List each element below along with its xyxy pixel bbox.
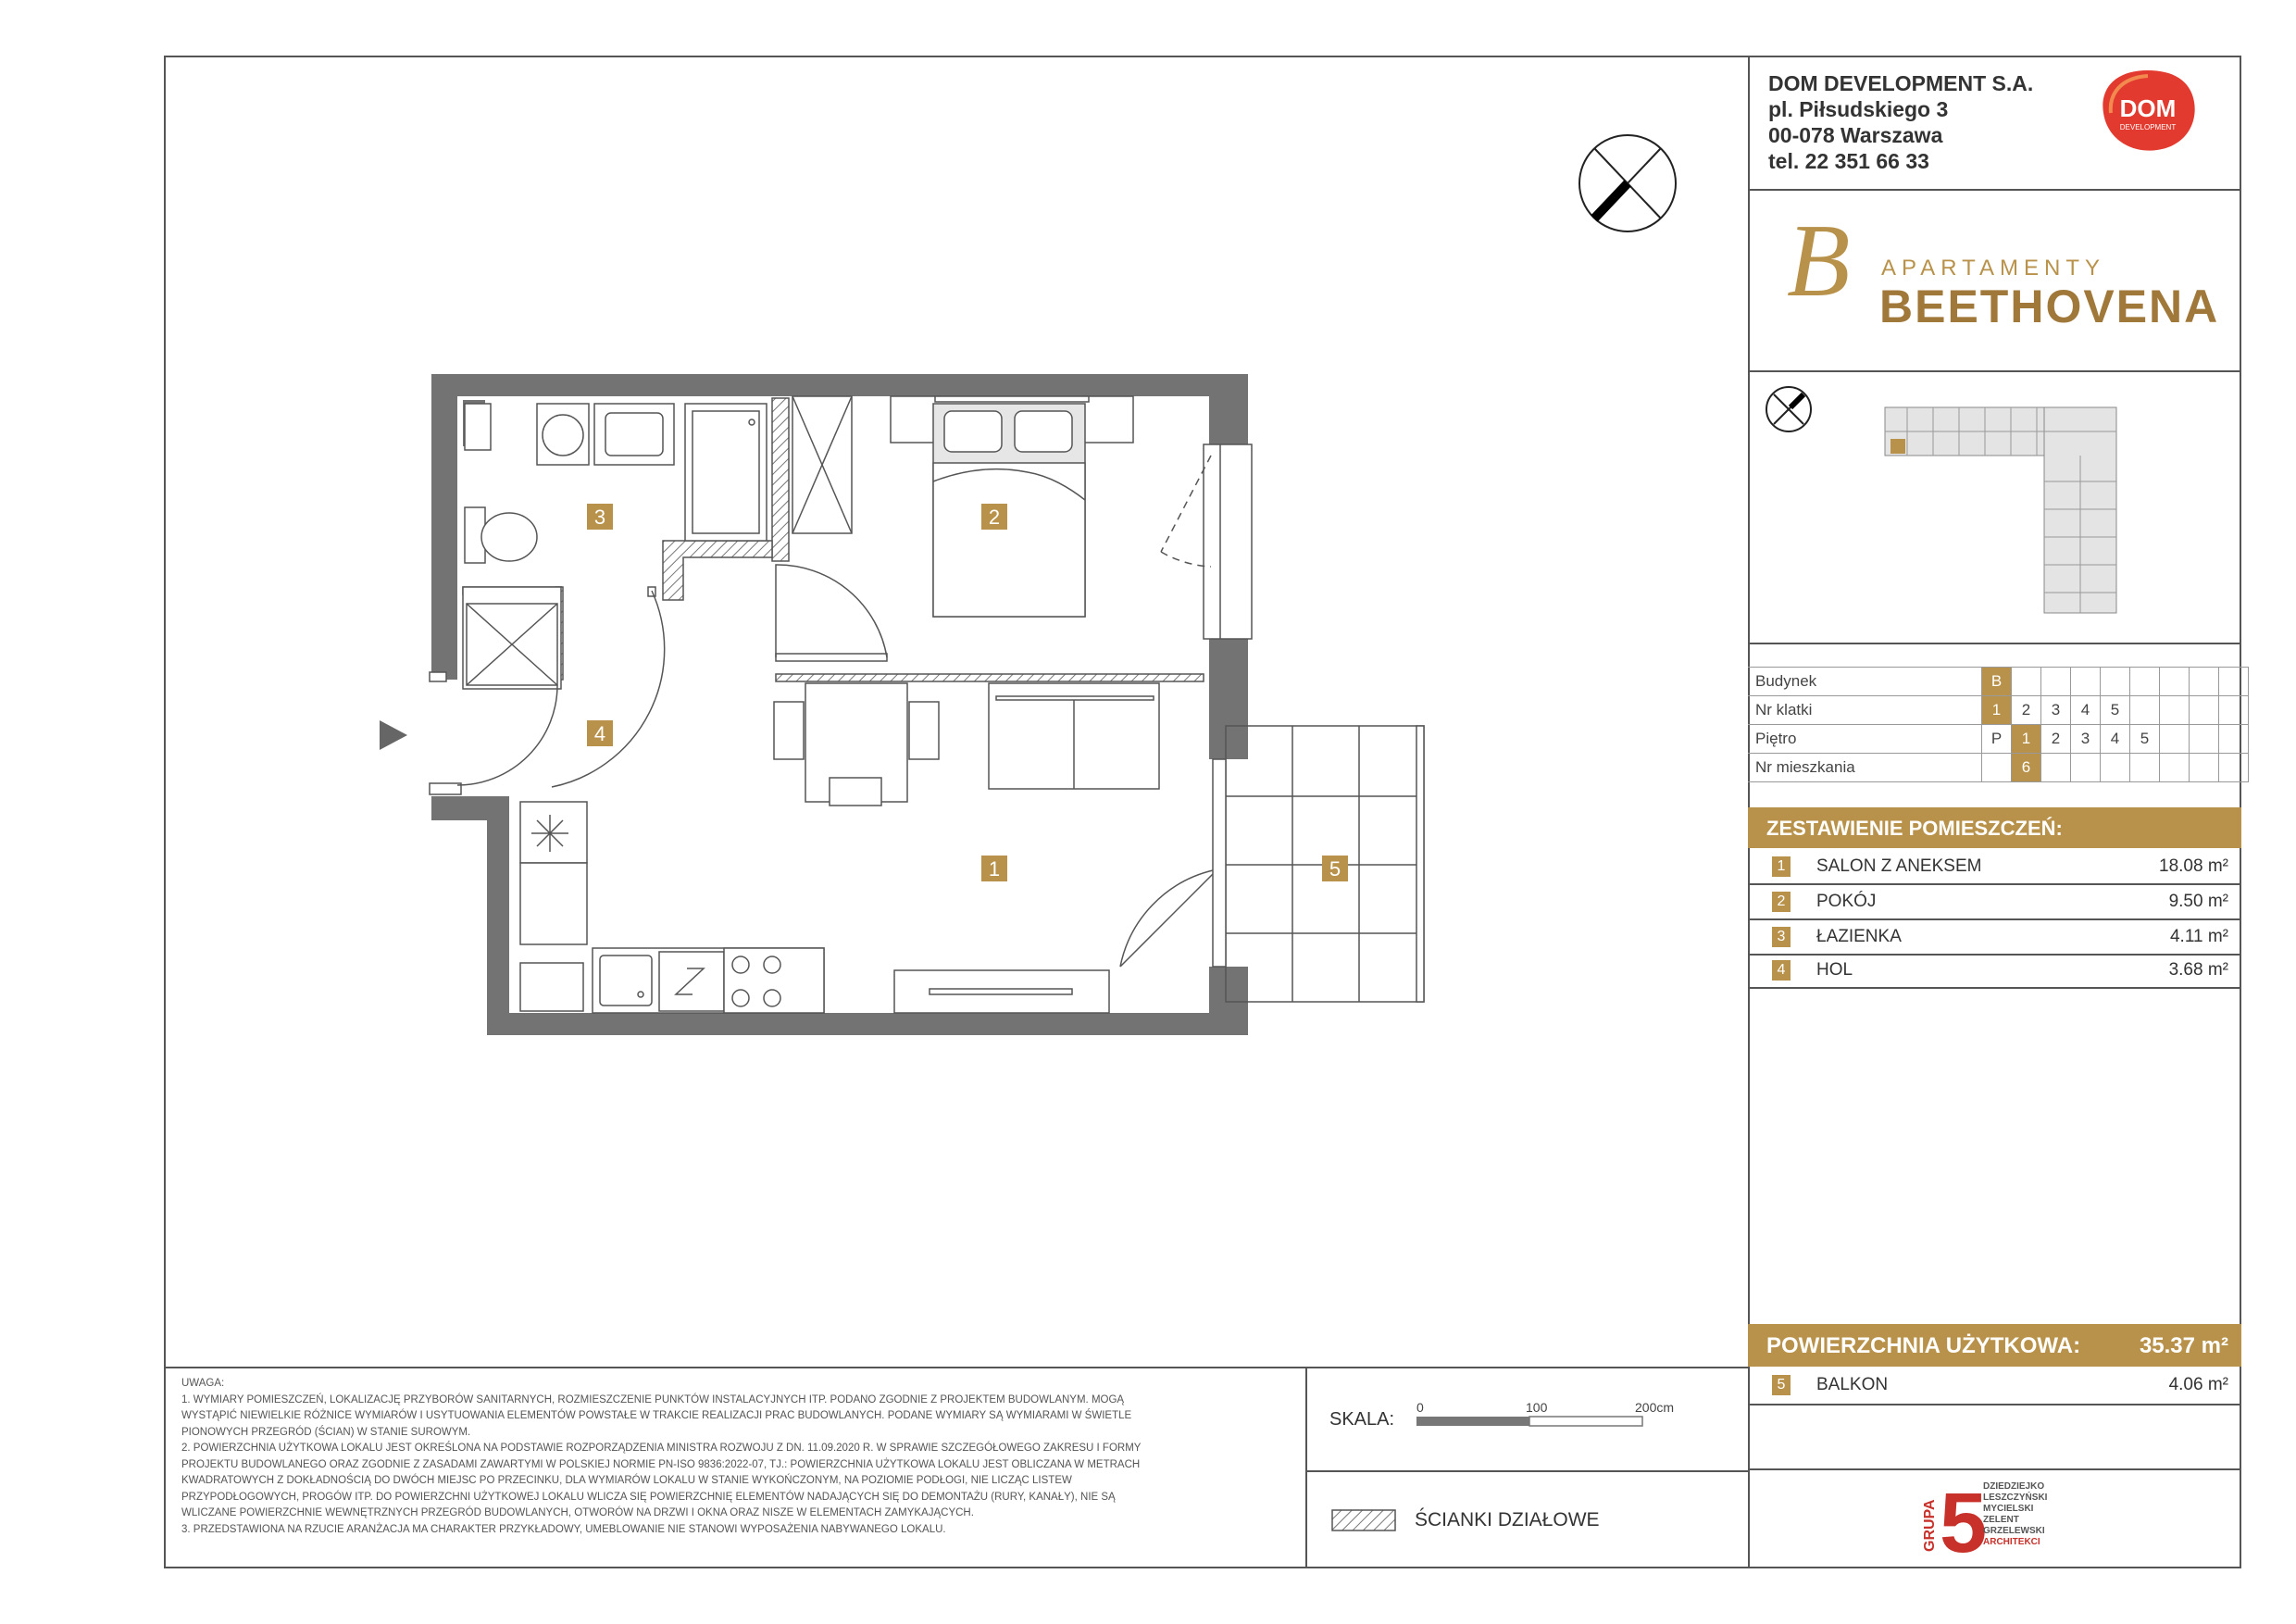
architect-line: ZELENT — [1983, 1515, 2019, 1525]
architect-line: GRZELEWSKI — [1983, 1526, 2045, 1536]
info-cell: 2 — [2041, 725, 2071, 754]
info-cell — [2071, 668, 2101, 696]
note-line: PRZYPODŁOGOWYCH, PROGÓW ITP. DO POWIERZCHNI UŻYTKOWEJ LOKALU WLICZA SIĘ POWIERZCHNIĘ ELEMENTÓW NADAJĄCYCH SIĘ DO DEMONTAŻU (RURY, KANAŁY), NIE SĄ — [181, 1491, 1116, 1503]
note-line: WLICZANE POWIERZCHNIE WEWNĘTRZNYCH PRZEGRÓD BUDOWLANYCH, OTWORÓW NA DRZWI I OKNA ORAZ NISZE W ELEMENTACH ZAMYKAJĄCYCH. — [181, 1507, 974, 1518]
room-name: POKÓJ — [1816, 892, 1877, 911]
svg-text:DOM: DOM — [2119, 94, 2177, 122]
info-cell — [2101, 668, 2130, 696]
room-row — [1748, 920, 2241, 956]
mini-north-arrow-icon — [1763, 383, 1818, 439]
svg-text:GRUPA: GRUPA — [1922, 1499, 1938, 1552]
divider — [1748, 643, 2241, 644]
info-cell: 4 — [2071, 696, 2101, 725]
info-cell — [2130, 754, 2160, 782]
room-num: 3 — [1772, 927, 1791, 947]
balcony-row — [1748, 1368, 2241, 1405]
room-area: 4.06 m² — [2168, 1375, 2228, 1394]
room-label-4 — [587, 720, 613, 746]
svg-text:3: 3 — [593, 506, 606, 529]
info-cell — [2160, 725, 2190, 754]
north-arrow-icon — [1579, 135, 1676, 231]
svg-text:2: 2 — [988, 506, 1001, 529]
room-name: BALKON — [1816, 1375, 1889, 1394]
info-cell — [2190, 725, 2219, 754]
info-row — [1748, 696, 2249, 725]
company-address1: pl. Piłsudskiego 3 — [1768, 97, 1949, 121]
info-cell — [2190, 696, 2219, 725]
info-row-label: Nr mieszkania — [1748, 754, 1982, 782]
info-row — [1748, 754, 2249, 782]
info-cell — [2219, 754, 2249, 782]
room-area: 9.50 m² — [2168, 892, 2228, 911]
info-row-label: Nr klatki — [1748, 696, 1982, 725]
info-cell — [2219, 668, 2249, 696]
info-cell — [2190, 754, 2219, 782]
info-row-label: Piętro — [1748, 725, 1982, 754]
partition-legend-swatch — [1331, 1509, 1398, 1533]
wardrobe — [792, 396, 852, 533]
grupa5-logo — [1921, 1476, 1988, 1570]
divider — [1748, 370, 2241, 372]
svg-text:5: 5 — [1329, 857, 1341, 881]
notes — [181, 1376, 1292, 1538]
divider — [1748, 1468, 2241, 1470]
architect-names — [1983, 1481, 2047, 1548]
company-info — [1768, 70, 2033, 174]
info-cell: 3 — [2041, 696, 2071, 725]
kitchen — [520, 802, 1109, 1013]
total-area-label: POWIERZCHNIA UŻYTKOWA: — [1766, 1333, 2081, 1358]
room-num: 1 — [1772, 856, 1791, 877]
info-row — [1748, 725, 2249, 754]
divider — [164, 1367, 1749, 1368]
info-cell — [2101, 754, 2130, 782]
info-cell: 1 — [1982, 696, 2012, 725]
info-cell: 5 — [2101, 696, 2130, 725]
rooms-header-text: ZESTAWIENIE POMIESZCZEŃ: — [1766, 817, 2063, 840]
note-line: 3. PRZEDSTAWIONA NA RZUCIE ARANŻACJA MA CHARAKTER PRZYKŁADOWY, UMEBLOWANIE NIE STANOWI WYPOSAŻENIA NABYWANEGO LOKALU. — [181, 1523, 946, 1535]
room-row — [1748, 885, 2241, 920]
room-area: 3.68 m² — [2168, 960, 2228, 980]
sofa — [989, 683, 1159, 789]
floor-plan — [164, 56, 1749, 1368]
info-cell — [2130, 668, 2160, 696]
divider — [1748, 189, 2241, 191]
total-area-value: 35.37 m² — [2139, 1333, 2228, 1358]
note-line: PIONOWYCH PRZEGRÓD (ŚCIAN) W STANIE SUROWYM. — [181, 1426, 471, 1438]
svg-text:DEVELOPMENT: DEVELOPMENT — [2119, 123, 2177, 131]
note-line: 2. POWIERZCHNIA UŻYTKOWA LOKALU JEST OKREŚLONA NA PODSTAWIE ROZPORZĄDZENIA MINISTRA ROZWOJU Z DN. 11.09.2020 R. W SPRAWIE SZCZEGÓŁOWEGO ZAKRESU I FORMY — [181, 1443, 1142, 1454]
room-label-3 — [587, 504, 613, 530]
partition-legend-label: ŚCIANKI DZIAŁOWE — [1415, 1509, 1600, 1530]
bed — [891, 396, 1133, 617]
room-row — [1748, 954, 2241, 989]
architect-line: DZIEDZIEJKO — [1983, 1481, 2045, 1492]
scale-tick-100: 100 — [1526, 1400, 1548, 1415]
info-row-label: Budynek — [1748, 668, 1982, 696]
info-cell: 2 — [2012, 696, 2041, 725]
company-name: DOM DEVELOPMENT S.A. — [1768, 71, 2034, 95]
info-cell — [2012, 668, 2041, 696]
svg-text:5: 5 — [1940, 1476, 1988, 1570]
note-line: PROJEKTU BUDOWLANEGO ORAZ ZGODNIE Z ZASADAMI ZAWARTYMI W POLSKIEJ NORMIE PN-ISO 9836:2022-07, TJ.: POWIERZCHNIA UŻYTKOWA LOKALU JEST OBLICZANA W METRACH — [181, 1458, 1141, 1470]
note-line: KWADRATOWYCH Z DOKŁADNOŚCIĄ DO DWÓCH MIEJSC PO PRZECINKU, DLA WYMIARÓW LOKALU W STANIE WYKOŃCZONYM, NA POZIOMIE PODŁOGI, NIE LICZĄC LISTEW — [181, 1475, 1072, 1486]
info-cell — [2071, 754, 2101, 782]
room-row — [1748, 850, 2241, 885]
architect-line: LESZCZYŃSKI — [1983, 1493, 2048, 1503]
info-cell: 6 — [2012, 754, 2041, 782]
brand-monogram: B — [1787, 204, 1851, 319]
key-plan-map — [1879, 398, 2120, 620]
architect-line: MYCIELSKI — [1983, 1504, 2034, 1514]
info-cell — [2130, 696, 2160, 725]
info-cell: 5 — [2130, 725, 2160, 754]
note-line: WYSTĄPIĆ NIEWIELKIE RÓŻNICE WYMIARÓW I USYTUOWANIA ELEMENTÓW POWSTAŁE W TRAKCIE REALIZACJI PRAC BUDOWLANYCH. PODANE WYMIARY SĄ WYMIARAMI W ŚWIETLE — [181, 1410, 1132, 1421]
room-label-1 — [981, 856, 1007, 881]
company-address2: 00-078 Warszawa — [1768, 123, 1943, 147]
divider — [1305, 1470, 1748, 1472]
brand-line1: APARTAMENTY — [1881, 256, 2106, 281]
dom-development-logo — [2094, 67, 2202, 156]
info-cell — [2219, 696, 2249, 725]
info-cell — [2160, 668, 2190, 696]
notes-title: UWAGA: — [181, 1378, 225, 1389]
scale-bar — [1416, 1417, 1676, 1428]
info-cell — [2219, 725, 2249, 754]
brand-line2: BEETHOVENA — [1879, 281, 2220, 332]
info-cell — [2160, 696, 2190, 725]
info-cell — [2041, 668, 2071, 696]
divider — [1305, 1367, 1307, 1568]
room-area: 18.08 m² — [2159, 856, 2228, 876]
room-name: HOL — [1816, 960, 1853, 980]
scale-tick-200: 200cm — [1635, 1400, 1675, 1415]
room-num: 5 — [1772, 1375, 1791, 1395]
svg-text:1: 1 — [988, 857, 1001, 881]
info-cell: 3 — [2071, 725, 2101, 754]
scale-tick-0: 0 — [1416, 1400, 1424, 1415]
room-num: 4 — [1772, 960, 1791, 981]
dining-table — [774, 683, 939, 806]
info-cell — [1982, 754, 2012, 782]
svg-text:4: 4 — [593, 722, 606, 745]
info-cell — [2160, 754, 2190, 782]
room-name: ŁAZIENKA — [1816, 927, 1902, 946]
info-cell: P — [1982, 725, 2012, 754]
entrance-arrow-icon — [380, 720, 407, 750]
room-num: 2 — [1772, 892, 1791, 912]
room-label-5 — [1322, 856, 1348, 881]
scale-label: SKALA: — [1329, 1409, 1395, 1430]
room-name: SALON Z ANEKSEM — [1816, 856, 1982, 876]
room-label-2 — [981, 504, 1007, 530]
info-cell — [2041, 754, 2071, 782]
rooms-header — [1748, 807, 2241, 848]
company-phone: tel. 22 351 66 33 — [1768, 149, 1929, 173]
unit-info-table — [1748, 667, 2249, 782]
room-area: 4.11 m² — [2169, 927, 2228, 946]
info-row — [1748, 668, 2249, 696]
info-cell: 1 — [2012, 725, 2041, 754]
info-cell: 4 — [2101, 725, 2130, 754]
architect-line: ARCHITEKCI — [1983, 1537, 2040, 1547]
total-area-bar — [1748, 1324, 2241, 1367]
info-cell: B — [1982, 668, 2012, 696]
info-cell — [2190, 668, 2219, 696]
note-line: 1. WYMIARY POMIESZCZEŃ, LOKALIZACJĘ PRZYBORÓW SANITARNYCH, ROZMIESZCZENIE PUNKTÓW INSTALACYJNYCH ITP. PODANO ZGODNIE Z PROJEKTEM BUDOWLANYM. MOGĄ — [181, 1393, 1125, 1405]
